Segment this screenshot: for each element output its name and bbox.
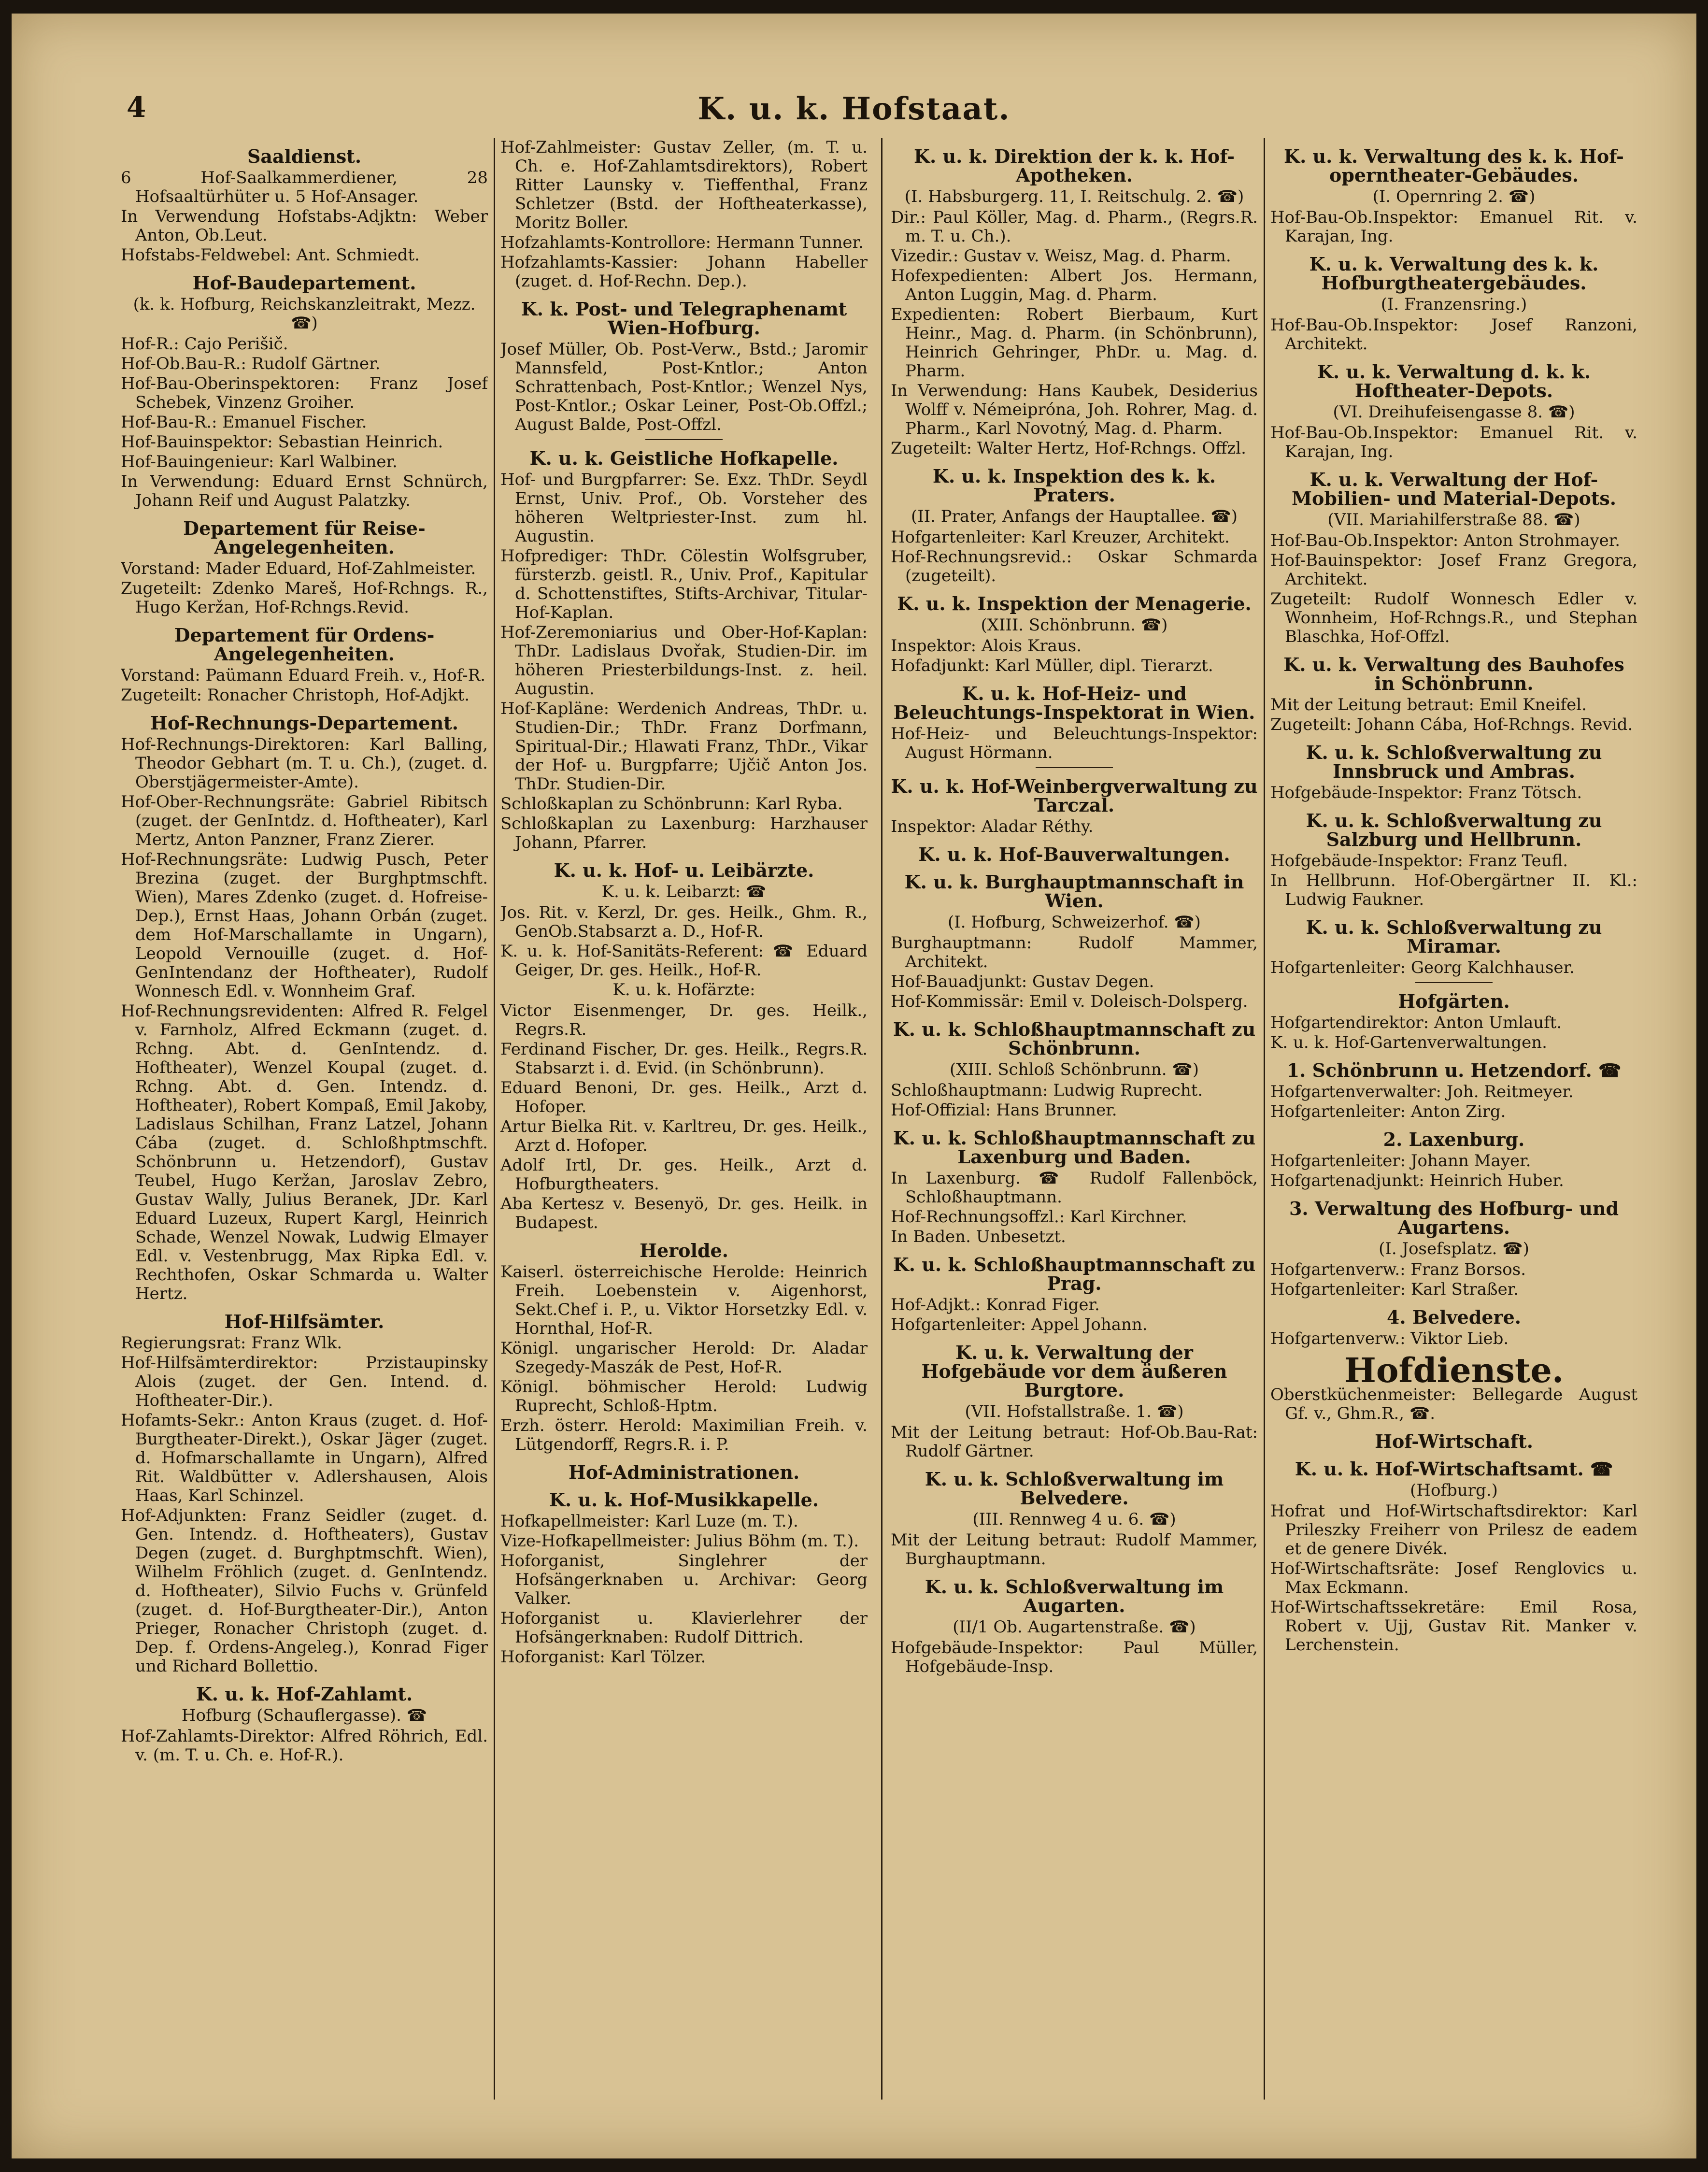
column-1 (121, 138, 488, 2109)
section-subheading: (I. Opernring 2. ☎) (1372, 187, 1536, 206)
entry-text: Hof-Ober-Rechnungsräte: Gabriel Ribitsch (zuget. der GenIntdz. d. Hoftheater), Karl Mertz, Anton Panzner, Franz Zierer. (121, 792, 488, 849)
section-heading: K. u. k. Inspektion des k. k. Praters. (932, 465, 1216, 506)
entry-text: In Verwendung Hofstabs-Adjktn: Weber Anton, Ob.Leut. (121, 207, 488, 245)
entry-text: Hofgartenleiter: Karl Straßer. (1270, 1280, 1519, 1299)
section-subheading: (Hofburg.) (1410, 1481, 1498, 1500)
entry-text: Hof-Zahlmeister: Gustav Zeller, (m. T. u. Ch. e. Hof-Zahlamtsdirektors), Robert Ritter Launsky v. Tieffenthal, Franz Schletzer (Bstd. der Hoftheaterkasse), Moritz Boller. (500, 138, 868, 232)
section-heading: K. u. k. Geistliche Hofkapelle. (529, 447, 839, 469)
entry-text: Burghauptmann: Rudolf Mammer, Architekt. (891, 933, 1258, 972)
entry-text: Hofamts-Sekr.: Anton Kraus (zuget. d. Hof-Burgtheater-Direkt.), Oskar Jäger (zuget. d. Hofmarschallamte in Ungarn), Alfred Rit. Waldbütter v. Adlershausen, Alois Haas, Karl Schinzel. (121, 1411, 488, 1505)
section-heading: K. u. k. Hof-Zahlamt. (196, 1683, 413, 1705)
section-heading: K. u. k. Schloßverwaltung im Belvedere. (925, 1468, 1224, 1509)
entry-text: Inspektor: Aladar Réthy. (891, 817, 1094, 836)
entry-text: Hof-Bau-Oberinspektoren: Franz Josef Schebek, Vinzenz Groiher. (121, 374, 488, 412)
section-subheading: (VII. Hofstallstraße. 1. ☎) (965, 1402, 1184, 1421)
section-subheading: (VI. Dreihufeisengasse 8. ☎) (1333, 402, 1575, 422)
entry-text: Hof-Offizial: Hans Brunner. (891, 1100, 1117, 1120)
entry-text: Dir.: Paul Köller, Mag. d. Pharm., (Regrs.R. m. T. u. Ch.). (891, 208, 1258, 246)
entry-text: Hofkapellmeister: Karl Luze (m. T.). (500, 1512, 798, 1531)
entry-text: Hof-Rechnungs-Direktoren: Karl Balling, Theodor Gebhart (m. T. u. Ch.), (zuget. d. Oberstjägermeister-Amte). (121, 735, 488, 792)
section-heading: K. u. k. Inspektion der Menagerie. (897, 593, 1252, 614)
entry-text: Zugeteilt: Zdenko Mareš, Hof-Rchngs. R., Hugo Keržan, Hof-Rchngs.Revid. (121, 579, 488, 617)
entry-text: Hoforganist u. Klavierlehrer der Hofsängerknaben: Rudolf Dittrich. (500, 1609, 868, 1647)
section-heading: K. u. k. Burghauptmannschaft in Wien. (904, 871, 1244, 912)
section-heading: K. u. k. Schloßverwaltung zu Miramar. (1306, 916, 1602, 957)
entry-text: Hof-Wirtschaftsräte: Josef Renglovics u. Max Eckmann. (1270, 1559, 1637, 1597)
entry-text: Hofgartenleiter: Georg Kalchhauser. (1270, 958, 1575, 977)
section-heading: K. u. k. Hof- u. Leibärzte. (554, 859, 814, 881)
section-divider (1415, 982, 1493, 983)
entry-text: Mit der Leitung betraut: Rudolf Mammer, Burghauptmann. (891, 1530, 1258, 1569)
section-heading: K. u. k. Hof-Heiz- und Beleuchtungs-Inspektorat in Wien. (893, 683, 1255, 723)
entry-text: Hof-Wirtschaftssekretäre: Emil Rosa, Robert v. Ujj, Gustav Rit. Manker v. Lerchenstein. (1270, 1598, 1637, 1655)
entry-text: Hofrat und Hof-Wirtschaftsdirektor: Karl Prileszky Freiherr von Prilesz de eadem et de genere Divék. (1270, 1501, 1637, 1558)
entry-text: Hofzahlamts-Kassier: Johann Habeller (zuget. d. Hof-Rechn. Dep.). (500, 253, 868, 291)
page-number: 4 (127, 91, 146, 124)
entry-text: Kaiserl. österreichische Herolde: Heinrich Freih. Loebenstein v. Aigenhorst, Sekt.Chef i. P., u. Viktor Horsetzky Edl. v. Hornthal, Hof-R. (500, 1262, 868, 1338)
entry-text: Hof-Bauinspektor: Josef Franz Gregora, Architekt. (1270, 551, 1637, 589)
section-subheading: (I. Hofburg, Schweizerhof. ☎) (948, 913, 1201, 932)
entry-text: Hof-Rechnungsrevidenten: Alfred R. Felgel v. Farnholz, Alfred Eckmann (zuget. d. Rchng. Abt. d. GenIntendz. d. Hoftheater), Wenzel Koupal (zuget. d. Rchng. Abt. d. Gen. Intendz. d. Hoftheater), Robert Kompaß, Emil Jakoby, Ladislaus Schilhan, Franz Latzel, Johann Cába (zuget. d. Schloßhptmschft. Schönbrunn u. Hetzendorf), Gustav Teubel, Hugo Keržan, Jaroslav Zebro, Gustav Wally, Julius Beranek, JDr. Karl Eduard Luzeux, Rupert Kargl, Heinrich Schade, Wenzel Nowak, Ludwig Elmayer Edl. v. Vestenbrugg, Max Ripka Edl. v. Rechthofen, Oskar Schmarda u. Walter Hertz. (121, 1001, 488, 1303)
entry-text: Hofgartenleiter: Johann Mayer. (1270, 1151, 1531, 1171)
section-subheading: (k. k. Hofburg, Reichskanzleitrakt, Mezz. ☎) (133, 295, 476, 333)
entry-text: Adolf Irtl, Dr. ges. Heilk., Arzt d. Hofburgtheaters. (500, 1156, 868, 1194)
entry-text: Hof-Bau-Ob.Inspektor: Emanuel Rit. v. Karajan, Ing. (1270, 208, 1637, 246)
section-heading: Hof-Rechnungs-Departement. (150, 712, 459, 734)
entry-text: Schloßhauptmann: Ludwig Ruprecht. (891, 1081, 1203, 1100)
section-heading: Hofgärten. (1398, 990, 1510, 1012)
entry-text: Hofgebäude-Inspektor: Paul Müller, Hofgebäude-Insp. (891, 1638, 1258, 1676)
entry-text: Vorstand: Paümann Eduard Freih. v., Hof-R. (121, 666, 486, 685)
section-subheading: (III. Rennweg 4 u. 6. ☎) (972, 1510, 1176, 1529)
entry-text: Hof-Ob.Bau-R.: Rudolf Gärtner. (121, 354, 381, 373)
entry-text: Zugeteilt: Walter Hertz, Hof-Rchngs. Offzl. (891, 439, 1246, 458)
section-divider (1036, 767, 1113, 768)
section-heading: K. u. k. Schloßhauptmannschaft zu Prag. (893, 1254, 1256, 1294)
column-rule (1264, 138, 1265, 2100)
entry-text: Hofexpedienten: Albert Jos. Hermann, Anton Luggin, Mag. d. Pharm. (891, 266, 1258, 304)
entry-text: Hofzahlamts-Kontrollore: Hermann Tunner. (500, 233, 864, 252)
section-heading: K. u. k. Schloßverwaltung zu Salzburg und Hellbrunn. (1306, 810, 1602, 850)
entry-text: Hof-Bau-Ob.Inspektor: Anton Strohmayer. (1270, 531, 1621, 550)
entry-text: In Baden. Unbesetzt. (891, 1227, 1066, 1246)
section-divider (645, 439, 723, 440)
page-sheet (12, 14, 1696, 2158)
entry-text: Inspektor: Alois Kraus. (891, 636, 1082, 656)
section-subheading: (II. Prater, Anfangs der Hauptallee. ☎) (911, 507, 1238, 526)
entry-text: K. u. k. Hof-Sanitäts-Referent: ☎ Eduard Geiger, Dr. ges. Heilk., Hof-R. (500, 942, 868, 980)
entry-text: Erzh. österr. Herold: Maximilian Freih. v. Lütgendorff, Regrs.R. i. P. (500, 1416, 868, 1454)
entry-text: Hof-Adjunkten: Franz Seidler (zuget. d. Gen. Intendz. d. Hoftheaters), Gustav Degen (zuget. d. Burghptmschft. Wien), Wilhelm Fröhlich (zuget. d. GenIntendz. d. Hoftheater), Silvio Fuchs v. Grünfeld (zuget. d. Hof-Burgtheater-Dir.), Anton Prieger, Ronacher Christoph (zuget. d. Dep. f. Ordens-Angeleg.), Konrad Figer und Richard Bollettio. (121, 1506, 488, 1676)
section-heading: K. u. k. Hof-Weinbergverwaltung zu Tarczal. (891, 775, 1258, 816)
entry-text: Königl. ungarischer Herold: Dr. Aladar Szegedy-Maszák de Pest, Hof-R. (500, 1339, 868, 1377)
entry-text: Oberstküchenmeister: Bellegarde August Gf. v., Ghm.R., ☎. (1270, 1385, 1637, 1423)
section-heading: K. u. k. Hof-Wirtschaftsamt. ☎ (1295, 1458, 1613, 1480)
entry-text: In Verwendung: Eduard Ernst Schnürch, Johann Reif und August Palatzky. (121, 472, 488, 510)
section-heading: Hof-Administrationen. (568, 1461, 800, 1483)
column-2 (500, 138, 868, 2109)
entry-text: Eduard Benoni, Dr. ges. Heilk., Arzt d. Hofoper. (500, 1078, 868, 1116)
section-heading: Departement für Reise-Angelegenheiten. (183, 517, 426, 558)
section-heading: K. u. k. Hof-Bauverwaltungen. (918, 843, 1230, 865)
entry-text: Hofgebäude-Inspektor: Franz Teufl. (1270, 851, 1568, 871)
entry-text: Victor Eisenmenger, Dr. ges. Heilk., Regrs.R. (500, 1001, 868, 1039)
entry-text: Hof-Kapläne: Werdenich Andreas, ThDr. u. Studien-Dir.; ThDr. Franz Dorfmann, Spiritual-Dir.; Hlawati Franz, ThDr., Vikar der Hof- u. Burgpfarre; Ujčič Anton Jos. ThDr. Studien-Dir. (500, 699, 868, 794)
column-rule (881, 138, 882, 2100)
section-heading: K. u. k. Direktion der k. k. Hof-Apotheken. (913, 145, 1235, 186)
entry-text: Hofgartendirektor: Anton Umlauft. (1270, 1013, 1562, 1032)
entry-text: Zugeteilt: Ronacher Christoph, Hof-Adjkt. (121, 686, 470, 705)
entry-text: Jos. Rit. v. Kerzl, Dr. ges. Heilk., Ghm. R., GenOb.Stabsarzt a. D., Hof-R. (500, 903, 868, 941)
entry-text: Hof-Bau-Ob.Inspektor: Emanuel Rit. v. Karajan, Ing. (1270, 423, 1637, 461)
section-heading: K. u. k. Verwaltung der Hofgebäude vor dem äußeren Burgtore. (921, 1342, 1227, 1401)
entry-text: Zugeteilt: Johann Cába, Hof-Rchngs. Revid. (1270, 715, 1633, 734)
section-heading: Hof-Baudepartement. (192, 272, 416, 294)
section-heading: K. u. k. Schloßhauptmannschaft zu Laxenburg und Baden. (893, 1127, 1256, 1168)
entry-text: Regierungsrat: Franz Wlk. (121, 1333, 342, 1353)
section-subheading: (I. Habsburgerg. 11, I. Reitschulg. 2. ☎) (904, 187, 1244, 206)
entry-text: In Verwendung: Hans Kaubek, Desiderius Wolff v. Némeipróna, Joh. Rohrer, Mag. d. Pharm., Karl Novotný, Mag. d. Pharm. (891, 381, 1258, 438)
entry-text: Hof-Zeremoniarius und Ober-Hof-Kaplan: ThDr. Ladislaus Dvořak, Studien-Dir. im höheren Priesterbildungs-Inst. z. heil. Augustin. (500, 623, 868, 699)
entry-text: Hofadjunkt: Karl Müller, dipl. Tierarzt. (891, 656, 1213, 675)
section-heading: Hof-Hilfsämter. (224, 1311, 384, 1332)
entry-text: Ferdinand Fischer, Dr. ges. Heilk., Regrs.R. Stabsarzt i. d. Evid. (in Schönbrunn). (500, 1040, 868, 1078)
section-subheading: K. u. k. Leibarzt: ☎ (601, 882, 767, 901)
section-heading: K. u. k. Schloßverwaltung im Augarten. (925, 1576, 1224, 1616)
section-heading: 3. Verwaltung des Hofburg- und Augartens. (1289, 1198, 1619, 1238)
section-subheading: (XIII. Schloß Schönbrunn. ☎) (949, 1060, 1199, 1079)
entry-text: Aba Kertesz v. Besenyö, Dr. ges. Heilk. in Budapest. (500, 1194, 868, 1232)
entry-text: Josef Müller, Ob. Post-Verw., Bstd.; Jaromir Mannsfeld, Post-Kntlor.; Anton Schrattenbach, Post-Kntlor.; Wenzel Nys, Post-Kntlor.; Oskar Leiner, Post-Ob.Offzl.; August Balde, Post-Offzl. (500, 340, 868, 434)
entry-text: Hof-Bauinspektor: Sebastian Heinrich. (121, 432, 443, 452)
entry-text: Hof- und Burgpfarrer: Se. Exz. ThDr. Seydl Ernst, Univ. Prof., Ob. Vorsteher des höheren Weltpriester-Inst. zum hl. Augustin. (500, 470, 868, 546)
section-heading: K. u. k. Schloßverwaltung zu Innsbruck und Ambras. (1306, 742, 1602, 782)
entry-text: Artur Bielka Rit. v. Karltreu, Dr. ges. Heilk., Arzt d. Hofoper. (500, 1117, 868, 1155)
section-heading: Hof-Wirtschaft. (1375, 1430, 1533, 1452)
entry-text: Hof-Bau-Ob.Inspektor: Josef Ranzoni, Architekt. (1270, 315, 1637, 354)
section-heading: K. u. k. Schloßhauptmannschaft zu Schönbrunn. (893, 1018, 1256, 1059)
section-heading: K. u. k. Verwaltung d. k. k. Hoftheater-Depots. (1317, 361, 1591, 401)
section-heading: 1. Schönbrunn u. Hetzendorf. ☎ (1286, 1059, 1622, 1081)
entry-text: Expedienten: Robert Bierbaum, Kurt Heinr., Mag. d. Pharm. (in Schönbrunn), Heinrich Gehringer, PhDr. u. Mag. d. Pharm. (891, 305, 1258, 381)
entry-text: Zugeteilt: Rudolf Wonnesch Edler v. Wonnheim, Hof-Rchngs.R., und Stephan Blaschka, Hof-Offzl. (1270, 589, 1637, 646)
section-heading: K. u. k. Verwaltung des k. k. Hof-operntheater-Gebäudes. (1284, 145, 1624, 186)
entry-text: 6 Hof-Saalkammerdiener, 28 Hofsaaltürhüter u. 5 Hof-Ansager. (121, 168, 488, 206)
entry-text: Schloßkaplan zu Schönbrunn: Karl Ryba. (500, 794, 843, 814)
section-subheading: (II/1 Ob. Augartenstraße. ☎) (953, 1617, 1196, 1637)
entry-text: Hofgartenleiter: Karl Kreuzer, Architekt. (891, 528, 1230, 547)
section-heading: K. k. Post- und Telegraphenamt Wien-Hofburg. (521, 298, 847, 339)
entry-text: Hofgartenleiter: Appel Johann. (891, 1315, 1148, 1334)
entry-text: In Hellbrunn. Hof-Obergärtner II. Kl.: Ludwig Faukner. (1270, 871, 1637, 909)
entry-text: Vorstand: Mader Eduard, Hof-Zahlmeister. (121, 559, 476, 578)
entry-text: Hof-Kommissär: Emil v. Doleisch-Dolsperg. (891, 992, 1248, 1011)
major-heading: Hofdienste. (1344, 1350, 1564, 1390)
entry-text: K. u. k. Hof-Gartenverwaltungen. (1270, 1033, 1547, 1052)
entry-text: Hof-Rechnungsoffzl.: Karl Kirchner. (891, 1207, 1187, 1227)
entry-text: Hofgartenverwalter: Joh. Reitmeyer. (1270, 1082, 1574, 1101)
section-heading: K. u. k. Verwaltung des k. k. Hofburgtheatergebäudes. (1309, 253, 1599, 294)
entry-text: Hofgartenadjunkt: Heinrich Huber. (1270, 1171, 1564, 1190)
entry-text: Hof-Rechnungsrevid.: Oskar Schmarda (zugeteilt). (891, 547, 1258, 586)
section-heading: Saaldienst. (247, 145, 362, 167)
section-subheading: (I. Franzensring.) (1381, 295, 1527, 314)
section-heading: Departement für Ordens-Angelegenheiten. (174, 624, 435, 665)
section-subheading: (I. Josefsplatz. ☎) (1379, 1239, 1529, 1258)
entry-text: Mit der Leitung betraut: Emil Kneifel. (1270, 695, 1587, 714)
section-subheading: Hofburg (Schauflergasse). ☎ (181, 1706, 427, 1725)
entry-text: Hof-Rechnungsräte: Ludwig Pusch, Peter Brezina (zuget. der Burghptmschft. Wien), Mares Zdenko (zuget. d. Hofreise-Dep.), Ernst Haas, Johann Orbán (zuget. dem Hof-Marschallamte in Ungarn), Leopold Vernouille (zuget. d. Hof-GenIntendanz der Hoftheater), Rudolf Wonnesch Edl. v. Wonnheim Graf. (121, 850, 488, 1001)
entry-text: Königl. böhmischer Herold: Ludwig Ruprecht, Schloß-Hptm. (500, 1377, 868, 1415)
entry-text: Hofgartenverw.: Franz Borsos. (1270, 1260, 1526, 1279)
entry-text: Schloßkaplan zu Laxenburg: Harzhauser Johann, Pfarrer. (500, 814, 868, 852)
entry-text: Hofstabs-Feldwebel: Ant. Schmiedt. (121, 245, 420, 265)
section-heading: K. u. k. Hof-Musikkapelle. (549, 1489, 819, 1511)
entry-text: Hof-Zahlamts-Direktor: Alfred Röhrich, Edl. v. (m. T. u. Ch. e. Hof-R.). (121, 1727, 488, 1765)
running-head: K. u. k. Hofstaat. (697, 91, 1011, 127)
entry-text: Hoforganist: Karl Tölzer. (500, 1647, 706, 1667)
section-subheading: K. u. k. Hofärzte: (612, 980, 755, 1000)
column-rule (494, 138, 495, 2100)
entry-text: Vizedir.: Gustav v. Weisz, Mag. d. Pharm. (891, 246, 1231, 266)
entry-text: Hof-Bauingenieur: Karl Walbiner. (121, 452, 398, 472)
entry-text: Vize-Hofkapellmeister: Julius Böhm (m. T.). (500, 1531, 859, 1551)
entry-text: In Laxenburg. ☎ Rudolf Fallenböck, Schloßhauptmann. (891, 1169, 1258, 1207)
entry-text: Hofgartenleiter: Anton Zirg. (1270, 1102, 1506, 1121)
column-3 (891, 138, 1258, 2109)
entry-text: Hof-Bau-R.: Emanuel Fischer. (121, 413, 367, 432)
section-heading: K. u. k. Verwaltung der Hof-Mobilien- und Material-Depots. (1291, 469, 1617, 509)
entry-text: Hof-Bauadjunkt: Gustav Degen. (891, 972, 1154, 991)
entry-text: Hofgebäude-Inspektor: Franz Tötsch. (1270, 783, 1582, 802)
entry-text: Mit der Leitung betraut: Hof-Ob.Bau-Rat: Rudolf Gärtner. (891, 1423, 1258, 1461)
entry-text: Hofprediger: ThDr. Cölestin Wolfsgruber, fürsterzb. geistl. R., Univ. Prof., Kapitular d. Schottenstiftes, Stifts-Archivar, Titular-Hof-Kaplan. (500, 546, 868, 622)
column-4 (1270, 138, 1637, 2109)
section-heading: Herolde. (640, 1240, 728, 1261)
entry-text: Hofgartenverw.: Viktor Lieb. (1270, 1329, 1509, 1348)
entry-text: Hof-R.: Cajo Perišič. (121, 334, 288, 354)
entry-text: Hof-Hilfsämterdirektor: Przistaupinsky Alois (zuget. der Gen. Intend. d. Hoftheater-Dir.). (121, 1353, 488, 1410)
section-subheading: (VII. Mariahilferstraße 88. ☎) (1327, 510, 1580, 529)
section-heading: K. u. k. Verwaltung des Bauhofes in Schönbrunn. (1283, 654, 1624, 694)
section-heading: 2. Laxenburg. (1383, 1129, 1525, 1150)
entry-text: Hof-Heiz- und Beleuchtungs-Inspektor: August Hörmann. (891, 724, 1258, 762)
entry-text: Hoforganist, Singlehrer der Hofsängerknaben u. Archivar: Georg Valker. (500, 1551, 868, 1608)
section-subheading: (XIII. Schönbrunn. ☎) (981, 615, 1168, 635)
entry-text: Hof-Adjkt.: Konrad Figer. (891, 1295, 1100, 1315)
section-heading: 4. Belvedere. (1386, 1306, 1522, 1328)
